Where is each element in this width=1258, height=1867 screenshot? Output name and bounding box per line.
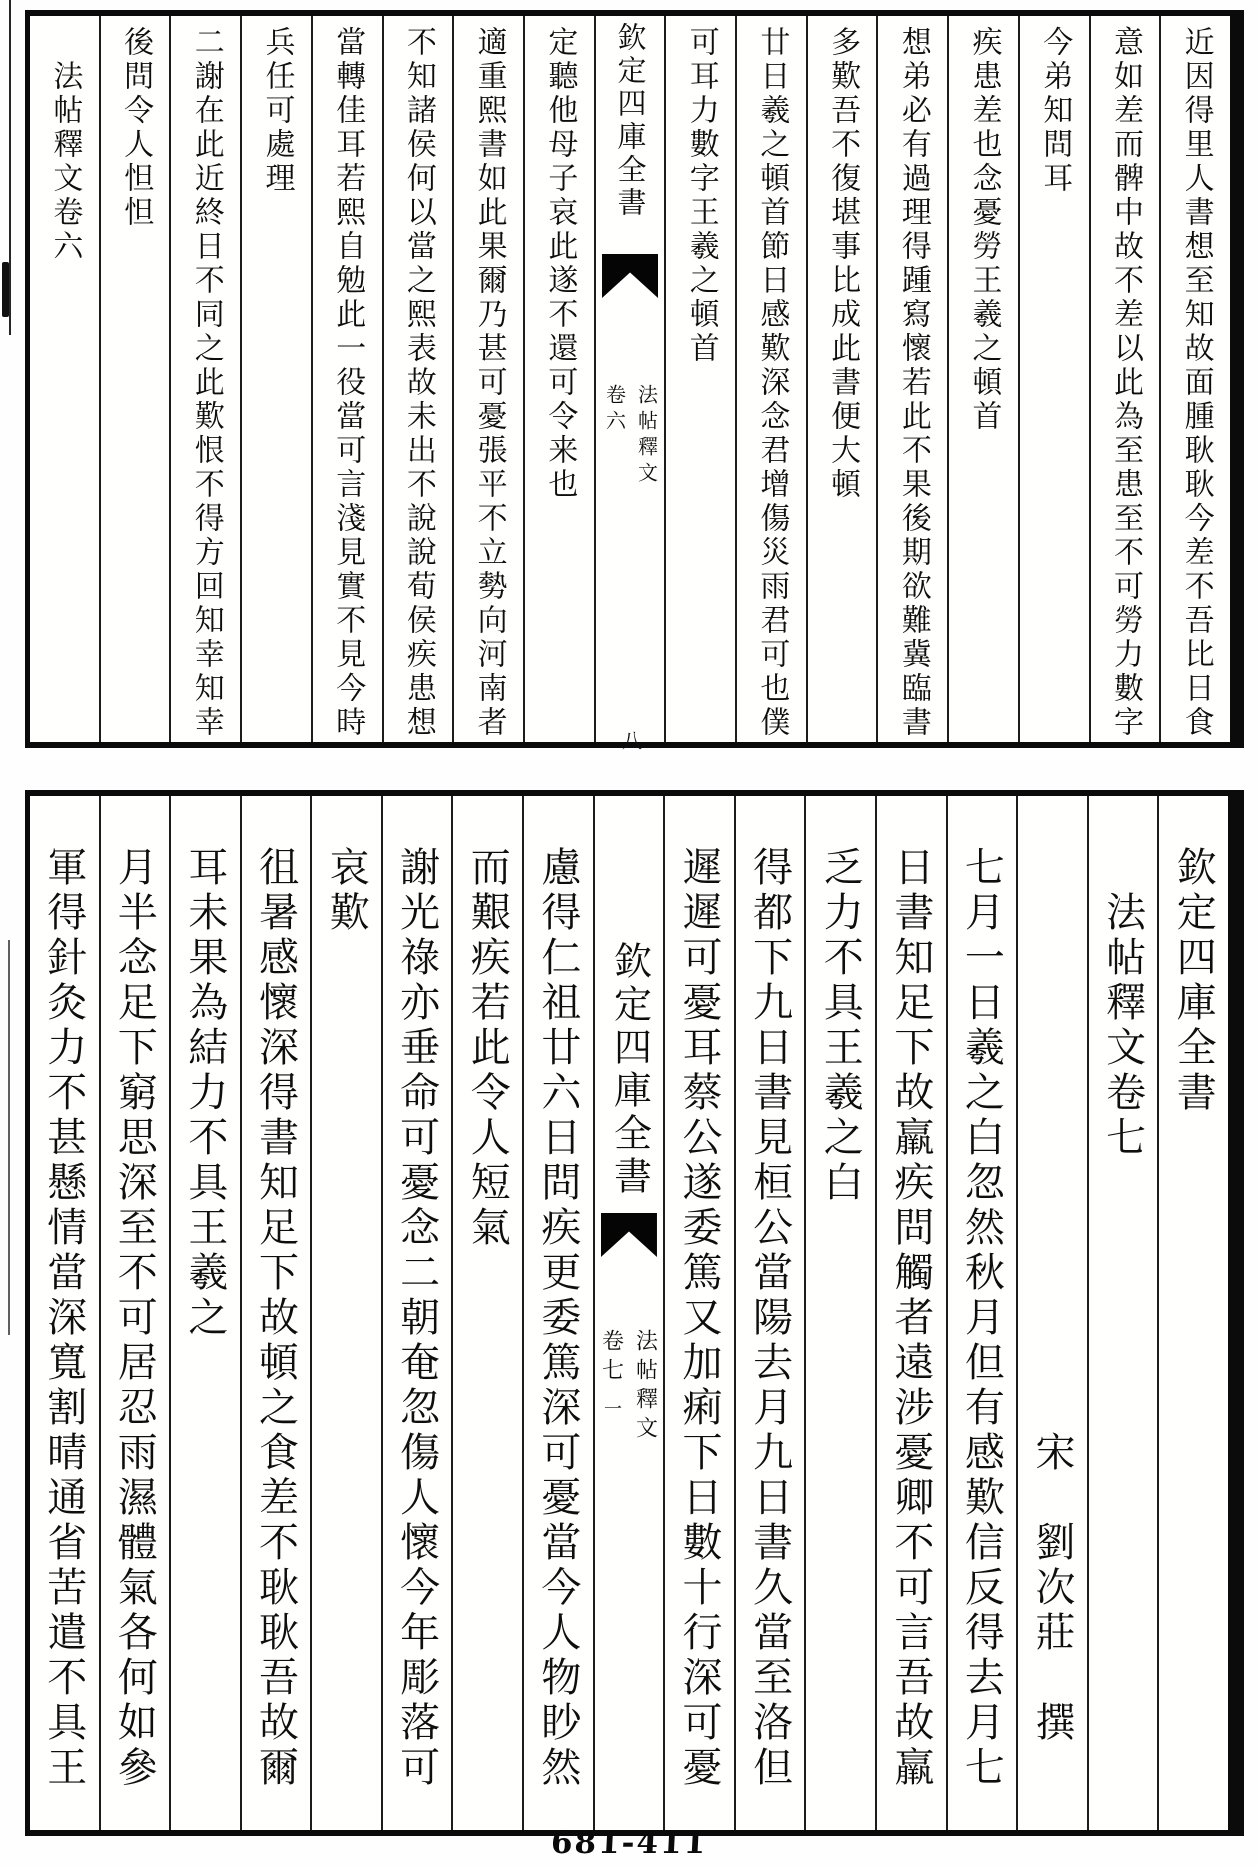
letter-text-column <box>876 16 947 742</box>
volume-end-title-column <box>30 16 99 742</box>
letter-text: 不知諸侯何以當之熙表故未出不說說荀侯疾患想 <box>401 26 435 740</box>
letter-text: 兵任可處理 <box>260 26 294 196</box>
banxin-folio-number: 八 <box>618 730 641 750</box>
letter-text-column <box>30 796 99 1830</box>
letter-text: 當轉佳耳若熙自勉此一役當可言淺見實不見今時 <box>331 26 365 740</box>
letter-text-column <box>99 796 170 1830</box>
letter-text-column <box>523 16 594 742</box>
page-edge-artifact <box>2 262 9 317</box>
letter-text-column <box>1089 16 1160 742</box>
banxin-juan-label: 卷六 <box>602 384 625 436</box>
letter-text-column <box>664 16 735 742</box>
letter-text: 意如差而髀中故不差以此為至患至不可勞力數字 <box>1108 26 1142 740</box>
book-series-title-column <box>1157 796 1228 1830</box>
letter-text: 軍得針灸力不甚懸情當深寬割晴通省苦遣不具王 <box>41 846 87 1791</box>
letter-text-column <box>1159 16 1230 742</box>
letter-text: 想弟必有過理得踵寫懷若此不果後期欲難冀臨書 <box>896 26 930 740</box>
letter-text-column <box>806 16 877 742</box>
letter-text: 二謝在此近終日不同之此歎恨不得方回知幸知幸 <box>189 26 223 740</box>
letter-text-column <box>99 16 170 742</box>
top-text-block-juan6 <box>25 10 1244 748</box>
letter-text: 慮得仁祖廿六日問疾更委篤深可憂當今人物眇然 <box>535 846 581 1791</box>
letter-text: 得都下九日書見桓公當陽去月九日書久當至洛但 <box>747 846 793 1791</box>
letter-text: 哀歎 <box>324 846 370 936</box>
volume-title-column <box>1087 796 1158 1830</box>
letter-text-column <box>169 796 240 1830</box>
author-attribution: 宋 劉次莊 撰 <box>1030 1431 1076 1746</box>
letter-text: 近因得里人書想至知故面腫耿耿今差不吾比日食 <box>1179 26 1213 740</box>
page-footer <box>0 1825 1258 1861</box>
banxin-series-title: 欽定四庫全書 <box>613 22 646 220</box>
letter-text-column <box>240 796 311 1830</box>
page-edge-artifact <box>9 0 11 335</box>
letter-text: 疾患差也念憂勞王羲之頓首 <box>967 26 1001 434</box>
banxin-column <box>594 16 665 750</box>
volume-title: 法帖釋文卷七 <box>1100 891 1146 1161</box>
letter-text-column <box>240 16 311 742</box>
letter-text: 而艱疾若此令人短氣 <box>465 846 511 1251</box>
volume-end-title: 法帖釋文卷六 <box>48 60 82 264</box>
banxin-small-labels <box>596 1329 661 1445</box>
letter-text-column <box>311 16 382 742</box>
fishtail-mark-icon <box>602 254 658 298</box>
letter-text: 月半念足下窮思深至不可居忍雨濕體氣各何如參 <box>112 846 158 1791</box>
letter-text: 廿日羲之頓首節日感歎深念君增傷災雨君可也僕 <box>755 26 789 740</box>
letter-text-column <box>804 796 875 1830</box>
letter-text: 可耳力數字王羲之頓首 <box>684 26 718 366</box>
letter-text: 今弟知問耳 <box>1038 26 1072 196</box>
banxin-series-title: 欽定四庫全書 <box>607 941 650 1199</box>
letter-text-column <box>663 796 734 1830</box>
banxin-juan-label: 卷七 <box>599 1329 625 1387</box>
fishtail-mark-icon <box>601 1213 657 1257</box>
page-edge-artifact <box>8 940 10 1335</box>
letter-text: 耳未果為結力不具王羲之 <box>182 846 228 1341</box>
banxin-book-label: 法帖釋文 <box>633 1329 659 1445</box>
banxin-juan-wrap <box>596 1329 627 1417</box>
letter-text: 七月一日羲之白忽然秋月但有感歎信反得去月七 <box>959 846 1005 1791</box>
letter-text-column <box>381 796 452 1830</box>
book-series-title: 欽定四庫全書 <box>1171 846 1217 1116</box>
letter-text: 乏力不具王羲之白 <box>818 846 864 1206</box>
letter-text-column <box>735 16 806 742</box>
letter-text-column <box>522 796 593 1830</box>
letter-text-column <box>875 796 946 1830</box>
letter-text-column <box>947 16 1018 742</box>
letter-text: 謝光祿亦垂命可憂念二朝奄忽傷人懷今年彫落可 <box>394 846 440 1791</box>
letter-text-column <box>946 796 1017 1830</box>
page-number: 681-411 <box>549 1825 709 1861</box>
letter-text-column <box>169 16 240 742</box>
banxin-small-labels <box>600 384 661 750</box>
letter-text: 日書知足下故羸疾問觸者遠涉憂卿不可言吾故羸 <box>888 846 934 1791</box>
banxin-juan-wrap <box>600 384 641 750</box>
letter-text: 徂暑感懷深得書知足下故頓之食差不耿耿吾故爾 <box>253 846 299 1791</box>
letter-text: 定聽他母子哀此遂不還可令来也 <box>543 26 577 502</box>
letter-text: 遲遲可憂耳蔡公遂委篤又加痢下日數十行深可憂 <box>677 846 723 1791</box>
letter-text-column <box>382 16 453 742</box>
banxin-folio-number: 一 <box>601 1399 622 1417</box>
author-attribution-column <box>1016 796 1087 1830</box>
letter-text-column <box>451 796 522 1830</box>
bottom-text-block-juan7 <box>25 790 1244 1836</box>
letter-text: 適重熙書如此果爾乃甚可憂張平不立勢向河南者 <box>472 26 506 740</box>
letter-text-column <box>310 796 381 1830</box>
letter-text-column <box>734 796 805 1830</box>
letter-text: 後問令人怛怛 <box>119 26 153 230</box>
banxin-column <box>593 796 664 1830</box>
letter-text: 多歎吾不復堪事比成此書便大頓 <box>826 26 860 502</box>
banxin-book-label: 法帖釋文 <box>634 384 657 488</box>
letter-text-column <box>452 16 523 742</box>
letter-text-column <box>1018 16 1089 742</box>
